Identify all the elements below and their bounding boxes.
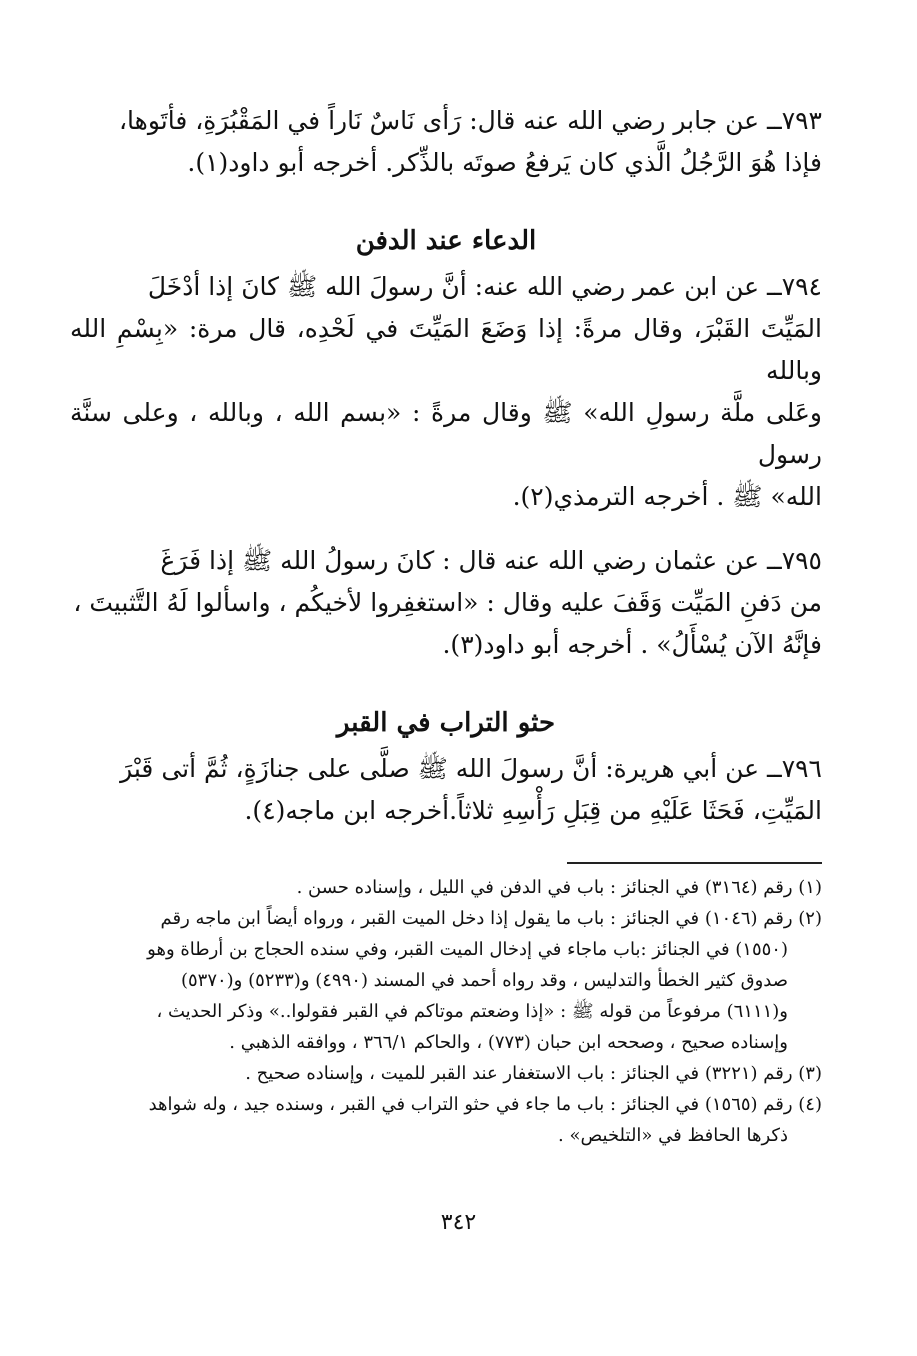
footnote-3: (٣) رقم (٣٢٢١) في الجنائز : باب الاستغفار عند القبر للميت ، وإسناده صحيح . [245, 1063, 822, 1084]
hadith-line: ٧٩٣ــ عن جابر رضي الله عنه قال: رَأى نَاسٌ نَاراً في المَقْبُرَةِ، فأتَوها، [118, 106, 822, 135]
hadith-line: ٧٩٥ــ عن عثمان رضي الله عنه قال : كانَ رسولُ الله ﷺ إذا فَرَغَ [160, 546, 822, 575]
footnote-2: (٢) رقم (١٠٤٦) في الجنائز : باب ما يقول إذا دخل الميت القبر ، ورواه أيضاً ابن ماجه رقم [160, 908, 822, 929]
page-body [70, 100, 822, 1151]
hadith-line: ٧٩٦ــ عن أبي هريرة: أنَّ رسولَ الله ﷺ صلَّى على جنازَةٍ، ثُمَّ أتى قَبْرَ [120, 754, 822, 783]
hadith-line: المَيِّتِ، فَحَثَا عَلَيْهِ من قِبَلِ رَأْسِهِ ثلاثاً.أخرجه ابن ماجه(٤). [244, 796, 822, 825]
spacer [70, 518, 822, 540]
footnote-2-continuation: و(٦١١١) مرفوعاً من قوله ﷺ : «إذا وضعتم موتاكم في القبر فقولوا..» وذكر الحديث ، [156, 1001, 788, 1022]
hadith-line: فإنَّهُ الآن يُسْأَلُ» . أخرجه أبو داود(٣). [442, 630, 822, 659]
footnote-separator [567, 862, 822, 864]
hadith-line: الله» ﷺ . أخرجه الترمذي(٢). [512, 482, 822, 511]
hadith-line: فإذا هُوَ الرَّجُلُ الَّذي كان يَرفعُ صوتَه بالذِّكر. أخرجه أبو داود(١). [187, 148, 822, 177]
footnote-2-continuation: صدوق كثير الخطأ والتدليس ، وقد رواه أحمد في المسند (٤٩٩٠) و(٥٢٣٣) و(٥٣٧٠) [180, 970, 788, 991]
hadith-line: ٧٩٤ــ عن ابن عمر رضي الله عنه: أنَّ رسولَ الله ﷺ كانَ إذا أدْخَلَ [147, 272, 822, 301]
hadith-793 [70, 100, 822, 184]
hadith-line: المَيِّتَ القَبْرَ، وقال مرةً: إذا وَضَعَ المَيِّتَ في لَحْدِه، قال مرة: «بِسْمِ الله وبالله [70, 314, 822, 385]
footnotes [70, 872, 822, 1151]
hadith-794 [70, 266, 822, 518]
section-heading-dua-at-burial: الدعاء عند الدفن [355, 226, 537, 256]
section-heading-throwing-soil: حثو التراب في القبر [336, 708, 556, 738]
footnote-2-continuation: (١٥٥٠) في الجنائز :باب ماجاء في إدخال الميت القبر، وفي سنده الحجاج بن أرطاة وهو [147, 939, 788, 960]
hadith-line: وعَلى ملَّة رسولِ الله» ﷺ وقال مرةً : «بسم الله ، وبالله ، وعلى سنَّة رسول [70, 398, 822, 469]
hadith-796 [70, 748, 822, 832]
footnote-4: (٤) رقم (١٥٦٥) في الجنائز : باب ما جاء في حثو التراب في القبر ، وسنده جيد ، وله شواهد [148, 1094, 822, 1115]
footnote-2-continuation: وإسناده صحيح ، وصححه ابن حبان (٧٧٣) ، والحاكم ٣٦٦/١ ، ووافقه الذهبي . [229, 1032, 788, 1053]
page-number: ٣٤٢ [440, 1210, 477, 1235]
hadith-line: من دَفنِ المَيِّت وَقَفَ عليه وقال : «استغفِروا لأخيكُم ، واسألوا لَهُ التَّثبيتَ ، [73, 588, 822, 617]
footnote-1: (١) رقم (٣١٦٤) في الجنائز : باب في الدفن في الليل ، وإسناده حسن . [296, 877, 822, 898]
hadith-795 [70, 540, 822, 666]
footnote-4-continuation: ذكرها الحافظ في «التلخيص» . [558, 1125, 788, 1146]
